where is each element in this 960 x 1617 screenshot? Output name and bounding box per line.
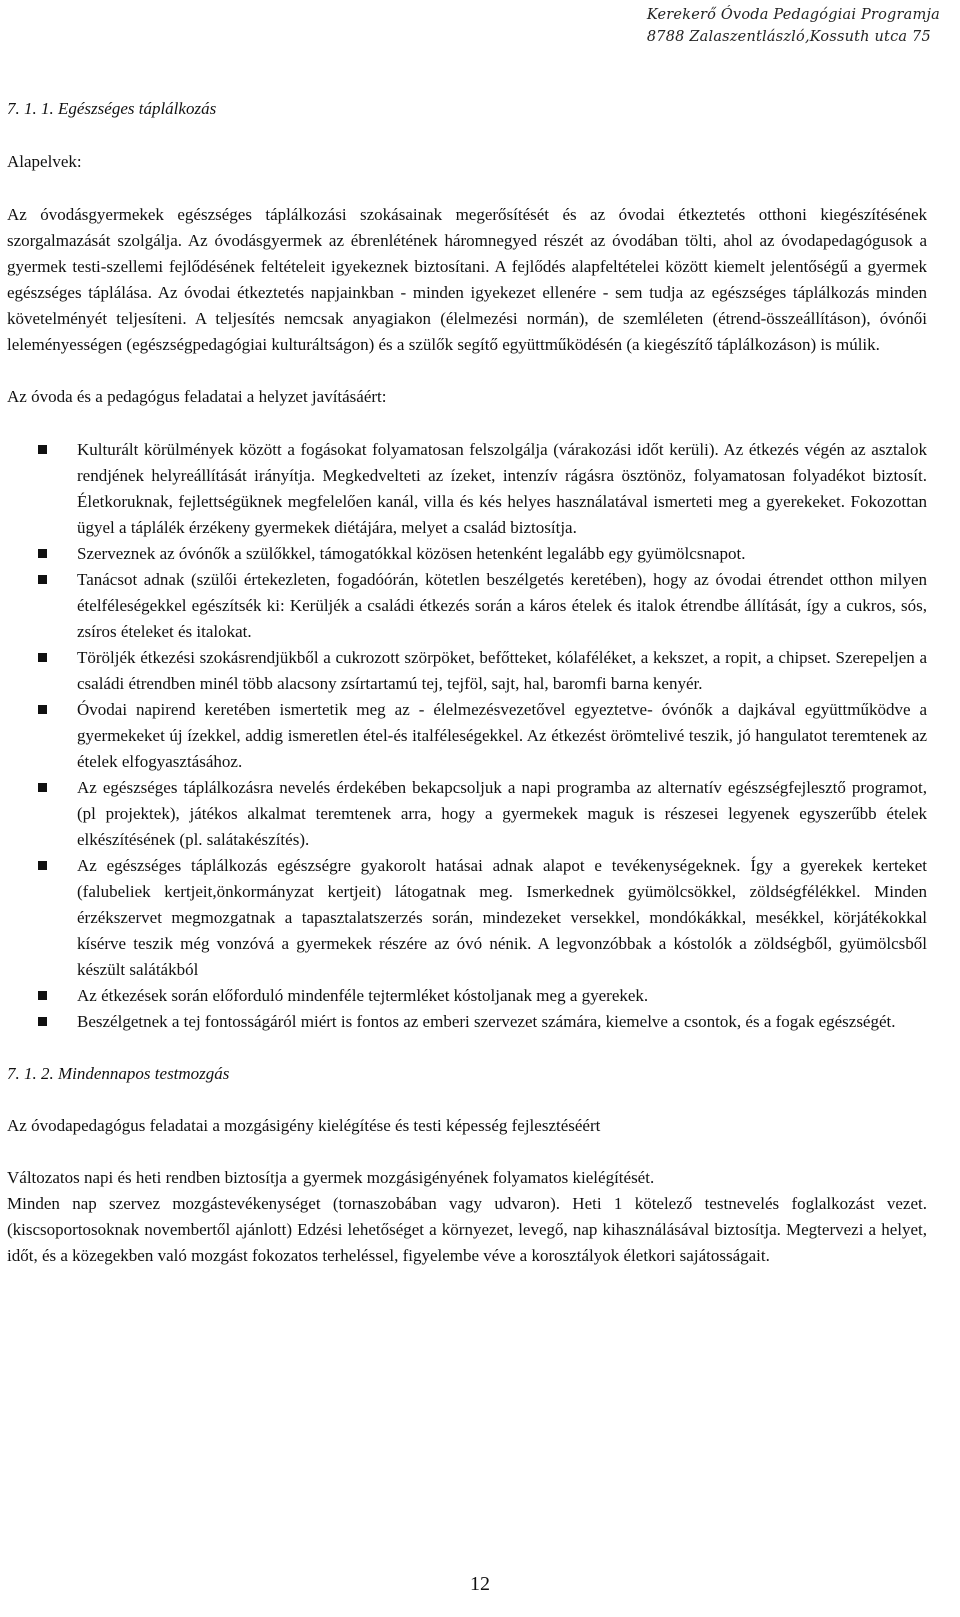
- document-body: [7, 96, 927, 1269]
- page-header: [647, 4, 940, 48]
- square-bullet-icon: [38, 991, 47, 1000]
- square-bullet-icon: [38, 653, 47, 662]
- list-item: Tanácsot adnak (szülői értekezleten, fogadóórán, kötetlen beszélgetés keretében), hogy az óvodai étrendet otthon milyen ételféleségekkel egészítsék ki: Kerüljék a családi étkezés során a káros ételek és italok étrendbe állítását, így a cukros, sós, zsíros ételeket és italokat.: [77, 567, 927, 645]
- exercise-paragraph-2: Minden nap szervez mozgástevékenységet (tornaszobában vagy udvaron). Heti 1 kötelező testnevelés foglalkozást vezet.(kiscsoportosoknak novembertől ajánlott) Edzési lehetőséget a környezet, levegő, nap kihasználásával biztosítja. Megtervezi a helyet, időt, és a közegekben való mozgást fokozatos terheléssel, figyelembe véve a korosztályok életkori sajátosságait.: [7, 1194, 927, 1265]
- section-title-healthy-eating: 7. 1. 1. Egészséges táplálkozás: [7, 99, 217, 118]
- list-item: Az étkezések során előforduló mindenféle tejtermléket kóstoljanak meg a gyerekek.: [77, 983, 927, 1009]
- square-bullet-icon: [38, 861, 47, 870]
- square-bullet-icon: [38, 445, 47, 454]
- principles-label: Alapelvek:: [7, 152, 82, 171]
- exercise-tasks-heading: Az óvodapedagógus feladatai a mozgásigény kielégítése és testi képesség fejlesztéséért: [7, 1116, 601, 1135]
- list-item: Beszélgetnek a tej fontosságáról miért is fontos az emberi szervezet számára, kiemelve a csontok, és a fogak egészségét.: [77, 1009, 927, 1035]
- section-title-daily-exercise: 7. 1. 2. Mindennapos testmozgás: [7, 1064, 230, 1083]
- list-item: Óvodai napirend keretében ismertetik meg az - élelmezésvezetővel egyeztetve- óvónők a dajkával együttműködve a gyermekeket új ízekkel, addig ismeretlen étel-és italféleségekkel. Az étkezést örömtelivé teszik, jó hangulatot teremtenek az ételek elfogyasztásához.: [77, 697, 927, 775]
- list-item: Az egészséges táplálkozás egészségre gyakorolt hatásai adnak alapot e tevékenységeknek. Így a gyerekek kerteket (falubeliek kertjeit,önkormányzat kertjeit) látogatnak meg. Ismerkednek gyümölcsökkel, zöldségfélékkel. Minden érzékszervet megmozgatnak a tapasztalatszerzés során, mindezeket versekkel, mondókákkal, mesékkel, körjátékokkal kísérve teszik még vonzóvá a gyermekek részére az óvó nénik. A legvonzóbbak a kóstolók a zöldségből, gyümölcsből készült salátákból: [77, 853, 927, 983]
- header-institution-name: Kerekerő Óvoda Pedagógiai Programja: [646, 7, 940, 23]
- square-bullet-icon: [38, 705, 47, 714]
- tasks-heading: Az óvoda és a pedagógus feladatai a helyzet javításáért:: [7, 387, 387, 406]
- header-address: 8788 Zalaszentlászló,Kossuth utca 75: [646, 29, 931, 45]
- square-bullet-icon: [38, 549, 47, 558]
- square-bullet-icon: [38, 1017, 47, 1026]
- list-item: Kulturált körülmények között a fogásokat folyamatosan felszolgálja (várakozási időt kerüli). Az étkezés végén az asztalok rendjének helyreállítását irányítja. Megkedvelteti az ízeket, intenzív rágásra ösztönöz, folyamatosan folyadékot biztosít. Életkoruknak, fejlettségüknek megfelelően kanál, villa és kés helyes használatával ismerteti meg a gyerekeket. Fokozottan ügyel a táplálék érzékeny gyermekek diétájára, melyet a család biztosítja.: [77, 437, 927, 541]
- square-bullet-icon: [38, 575, 47, 584]
- list-item: Szerveznek az óvónők a szülőkkel, támogatókkal közösen hetenként legalább egy gyümölcsnapot.: [77, 541, 927, 567]
- square-bullet-icon: [38, 783, 47, 792]
- tasks-list: [7, 437, 927, 1035]
- list-item: Töröljék étkezési szokásrendjükből a cukrozott szörpöket, befőtteket, kólaféléket, a kekszet, a ropit, a chipset. Szerepeljen a családi étrendben minél több alacsony zsírtartamú tej, tejföl, sajt, hal, baromfi barna kenyér.: [77, 645, 927, 697]
- list-item: Az egészséges táplálkozásra nevelés érdekében bekapcsoljuk a napi programba az alternatív egészségfejlesztő programot, (pl projektek), játékos alkalmat teremtenek arra, hogy a gyermekek maguk is részesei legyenek egyszerűbb ételek elkészítésének (pl. salátakészítés).: [77, 775, 927, 853]
- intro-paragraph: Az óvodásgyermekek egészséges táplálkozási szokásainak megerősítését és az óvodai étkeztetés otthoni kiegészítésének szorgalmazását szolgálja. Az óvodásgyermek az ébrenlétének háromnegyed részét az óvodában tölti, ahol az óvodapedagógusok a gyermek testi-szellemi fejlődésének feltételeit igyekeznek biztosítani. A fejlődés alapfeltételei között kiemelt jelentőségű a gyermek egészséges táplálása. Az óvodai étkeztetés napjainkban - minden igyekezet ellenére - sem tudja az egészséges táplálkozás minden követelményét teljesíteni. A teljesítés nemcsak anyagiakon (élelmezési normán), de szemléleten (étrend-összeállításon), óvónői leleményességen (egészségpedagógiai kulturáltságon) és a szülők segítő együttműködésén (a kiegészítő táplálkozáson) is múlik.: [7, 205, 927, 354]
- page-number: 12: [470, 1573, 490, 1595]
- exercise-paragraph-1: Változatos napi és heti rendben biztosítja a gyermek mozgásigényének folyamatos kielégítését.: [7, 1168, 655, 1187]
